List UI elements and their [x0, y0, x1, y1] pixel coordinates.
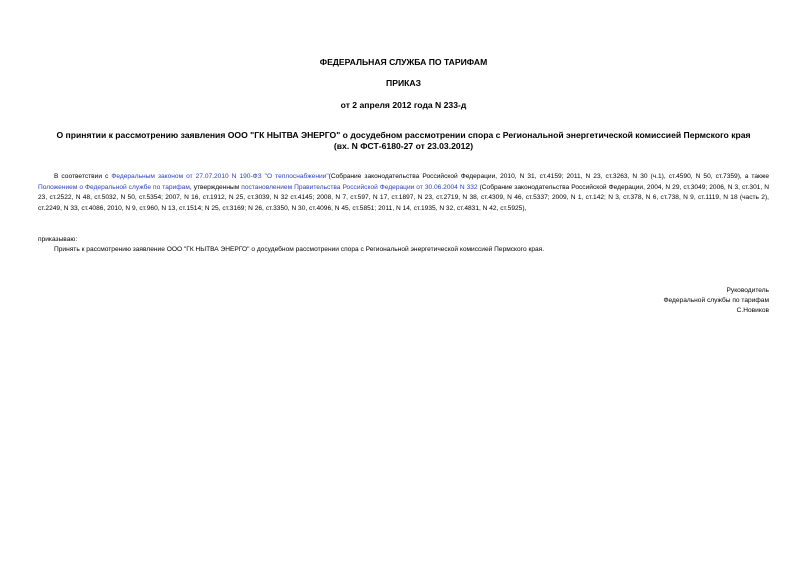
signatory-organization: Федеральной службы по тарифам [663, 297, 769, 304]
basis-text-3: , утвержденным [189, 183, 242, 191]
document-subject [40, 130, 767, 152]
subject-line-2: (вх. N ФСТ-6180-27 от 23.03.2012) [333, 141, 474, 151]
decision-paragraph: Принять к рассмотрению заявление ООО "ГК НЫТВА ЭНЕРГО" о досудебном рассмотрении спора с Региональной энергетической комиссией Пермского края. [54, 246, 545, 253]
basis-text-4: (Собрание законодательства Российской Федерации, 2004, N 29, ст.3049; 2006, N 3, ст.301, N 23, ст.2522, N 48, ст.5032, N 50, ст.5354; 2007, N 16, ст.1912, N 25, ст.3039, N 32 ст.4145; 2008, N 7, ст.597, N 17, ст.1897, N 23, ст.2719, N 38, ст.4309, N 46, ст.5337; 2009, N 1, ст.142; N 3, ст.378, N 6, ст.738, N 9, ст.1119, N 18 (часть 2), ст.2249, N 33, ст.4086, 2010, N 9, ст.960, N 13, ст.1514; N 25, ст.3169; N 26, ст.3350, N 30, ст.4096, N 45, ст.5851; 2011, N 14, ст.1935, N 32, ст.4831, N 42, ст.5925), [38, 183, 769, 213]
government-decree-link[interactable]: постановлением Правительства Российской Федерации от 30.06.2004 N 332 [241, 183, 478, 191]
signatory-position: Руководитель [726, 287, 769, 294]
law-190-fz-link[interactable]: Федеральным законом от 27.07.2010 N 190-ФЗ "О теплоснабжении" [111, 173, 329, 180]
order-word: приказываю: [38, 236, 78, 243]
signatory-name: С.Новиков [736, 307, 769, 314]
document-date-number: от 2 апреля 2012 года N 233-д [340, 100, 467, 110]
document-type-heading: ПРИКАЗ [386, 78, 421, 88]
fst-regulation-link[interactable]: Положением о Федеральной службе по тарифам [38, 183, 190, 191]
subject-line-1: О принятии к рассмотрению заявления ООО "ГК НЫТВА ЭНЕРГО" о досудебном рассмотрении спора с Региональной энергетической комиссией Пермского края [56, 130, 751, 140]
basis-text-2: (Собрание законодательства Российской Федерации, 2010, N 31, ст.4159; 2011, N 23, ст.3263, N 30 (ч.1), ст.4590, N 50, ст.7359), а также [328, 173, 770, 180]
basis-text-1: В соответствии с [54, 173, 112, 180]
legal-basis-paragraph [38, 172, 769, 215]
agency-heading: ФЕДЕРАЛЬНАЯ СЛУЖБА ПО ТАРИФАМ [319, 57, 488, 67]
